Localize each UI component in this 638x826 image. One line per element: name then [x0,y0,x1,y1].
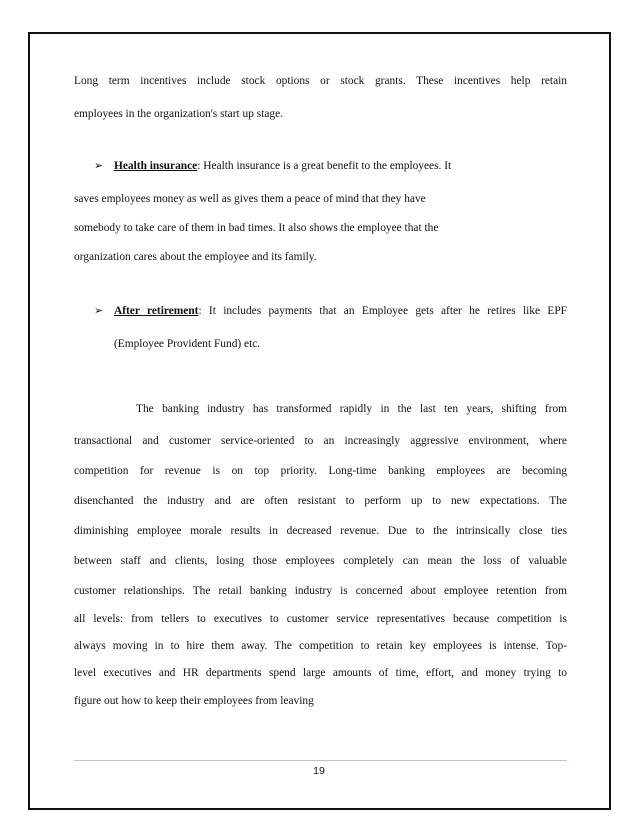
retirement-line-2: (Employee Provident Fund) etc. [114,338,261,350]
paragraph-2-line-2: transactional and customer service-oriented to an increasingly aggressive environment, where [74,435,567,447]
paragraph-2-line-5: diminishing employee morale results in decreased revenue. Due to the intrinsically close ties [74,525,567,537]
retirement-text: : It includes payments that an Employee gets after he retires like EPF [198,305,567,317]
health-insurance-heading: Health insurance [114,160,198,172]
health-insurance-text: : Health insurance is a great benefit to the employees. It [197,160,452,172]
paragraph-2-line-10: level executives and HR departments spend large amounts of time, effort, and money trying to [74,667,567,679]
health-insurance-line-4: organization cares about the employee and its family. [74,251,317,263]
footer-divider [74,760,567,761]
paragraph-2-line-6: between staff and clients, losing those employees completely can mean the loss of valuable [74,555,567,567]
paragraph-1-line-2: employees in the organization's start up stage. [74,108,284,120]
bullet-arrow-icon: ➢ [94,160,104,172]
page-number: 19 [313,765,325,777]
health-insurance-line-3: somebody to take care of them in bad times. It also shows the employee that the [74,222,439,234]
health-insurance-line-1 [114,159,534,173]
retirement-line-1 [114,304,567,318]
paragraph-2-line-7: customer relationships. The retail banking industry is concerned about employee retention from [74,585,567,597]
paragraph-2-line-1: The banking industry has transformed rapidly in the last ten years, shifting from [136,403,567,415]
paragraph-2-line-3: competition for revenue is on top priority. Long-time banking employees are becoming [74,465,567,477]
bullet-arrow-icon: ➢ [94,305,104,317]
paragraph-1-line-1: Long term incentives include stock options or stock grants. These incentives help retain [74,75,567,87]
paragraph-2-line-8: all levels: from tellers to executives to customer service representatives because competition is [74,613,567,625]
paragraph-2-line-9: always moving in to hire them away. The competition to retain key employees is intense. Top- [74,640,567,652]
health-insurance-line-2: saves employees money as well as gives them a peace of mind that they have [74,193,426,205]
paragraph-2-line-4: disenchanted the industry and are often resistant to perform up to new expectations. The [74,495,567,507]
paragraph-2-line-11: figure out how to keep their employees from leaving [74,695,314,707]
retirement-heading: After retirement [114,305,199,317]
